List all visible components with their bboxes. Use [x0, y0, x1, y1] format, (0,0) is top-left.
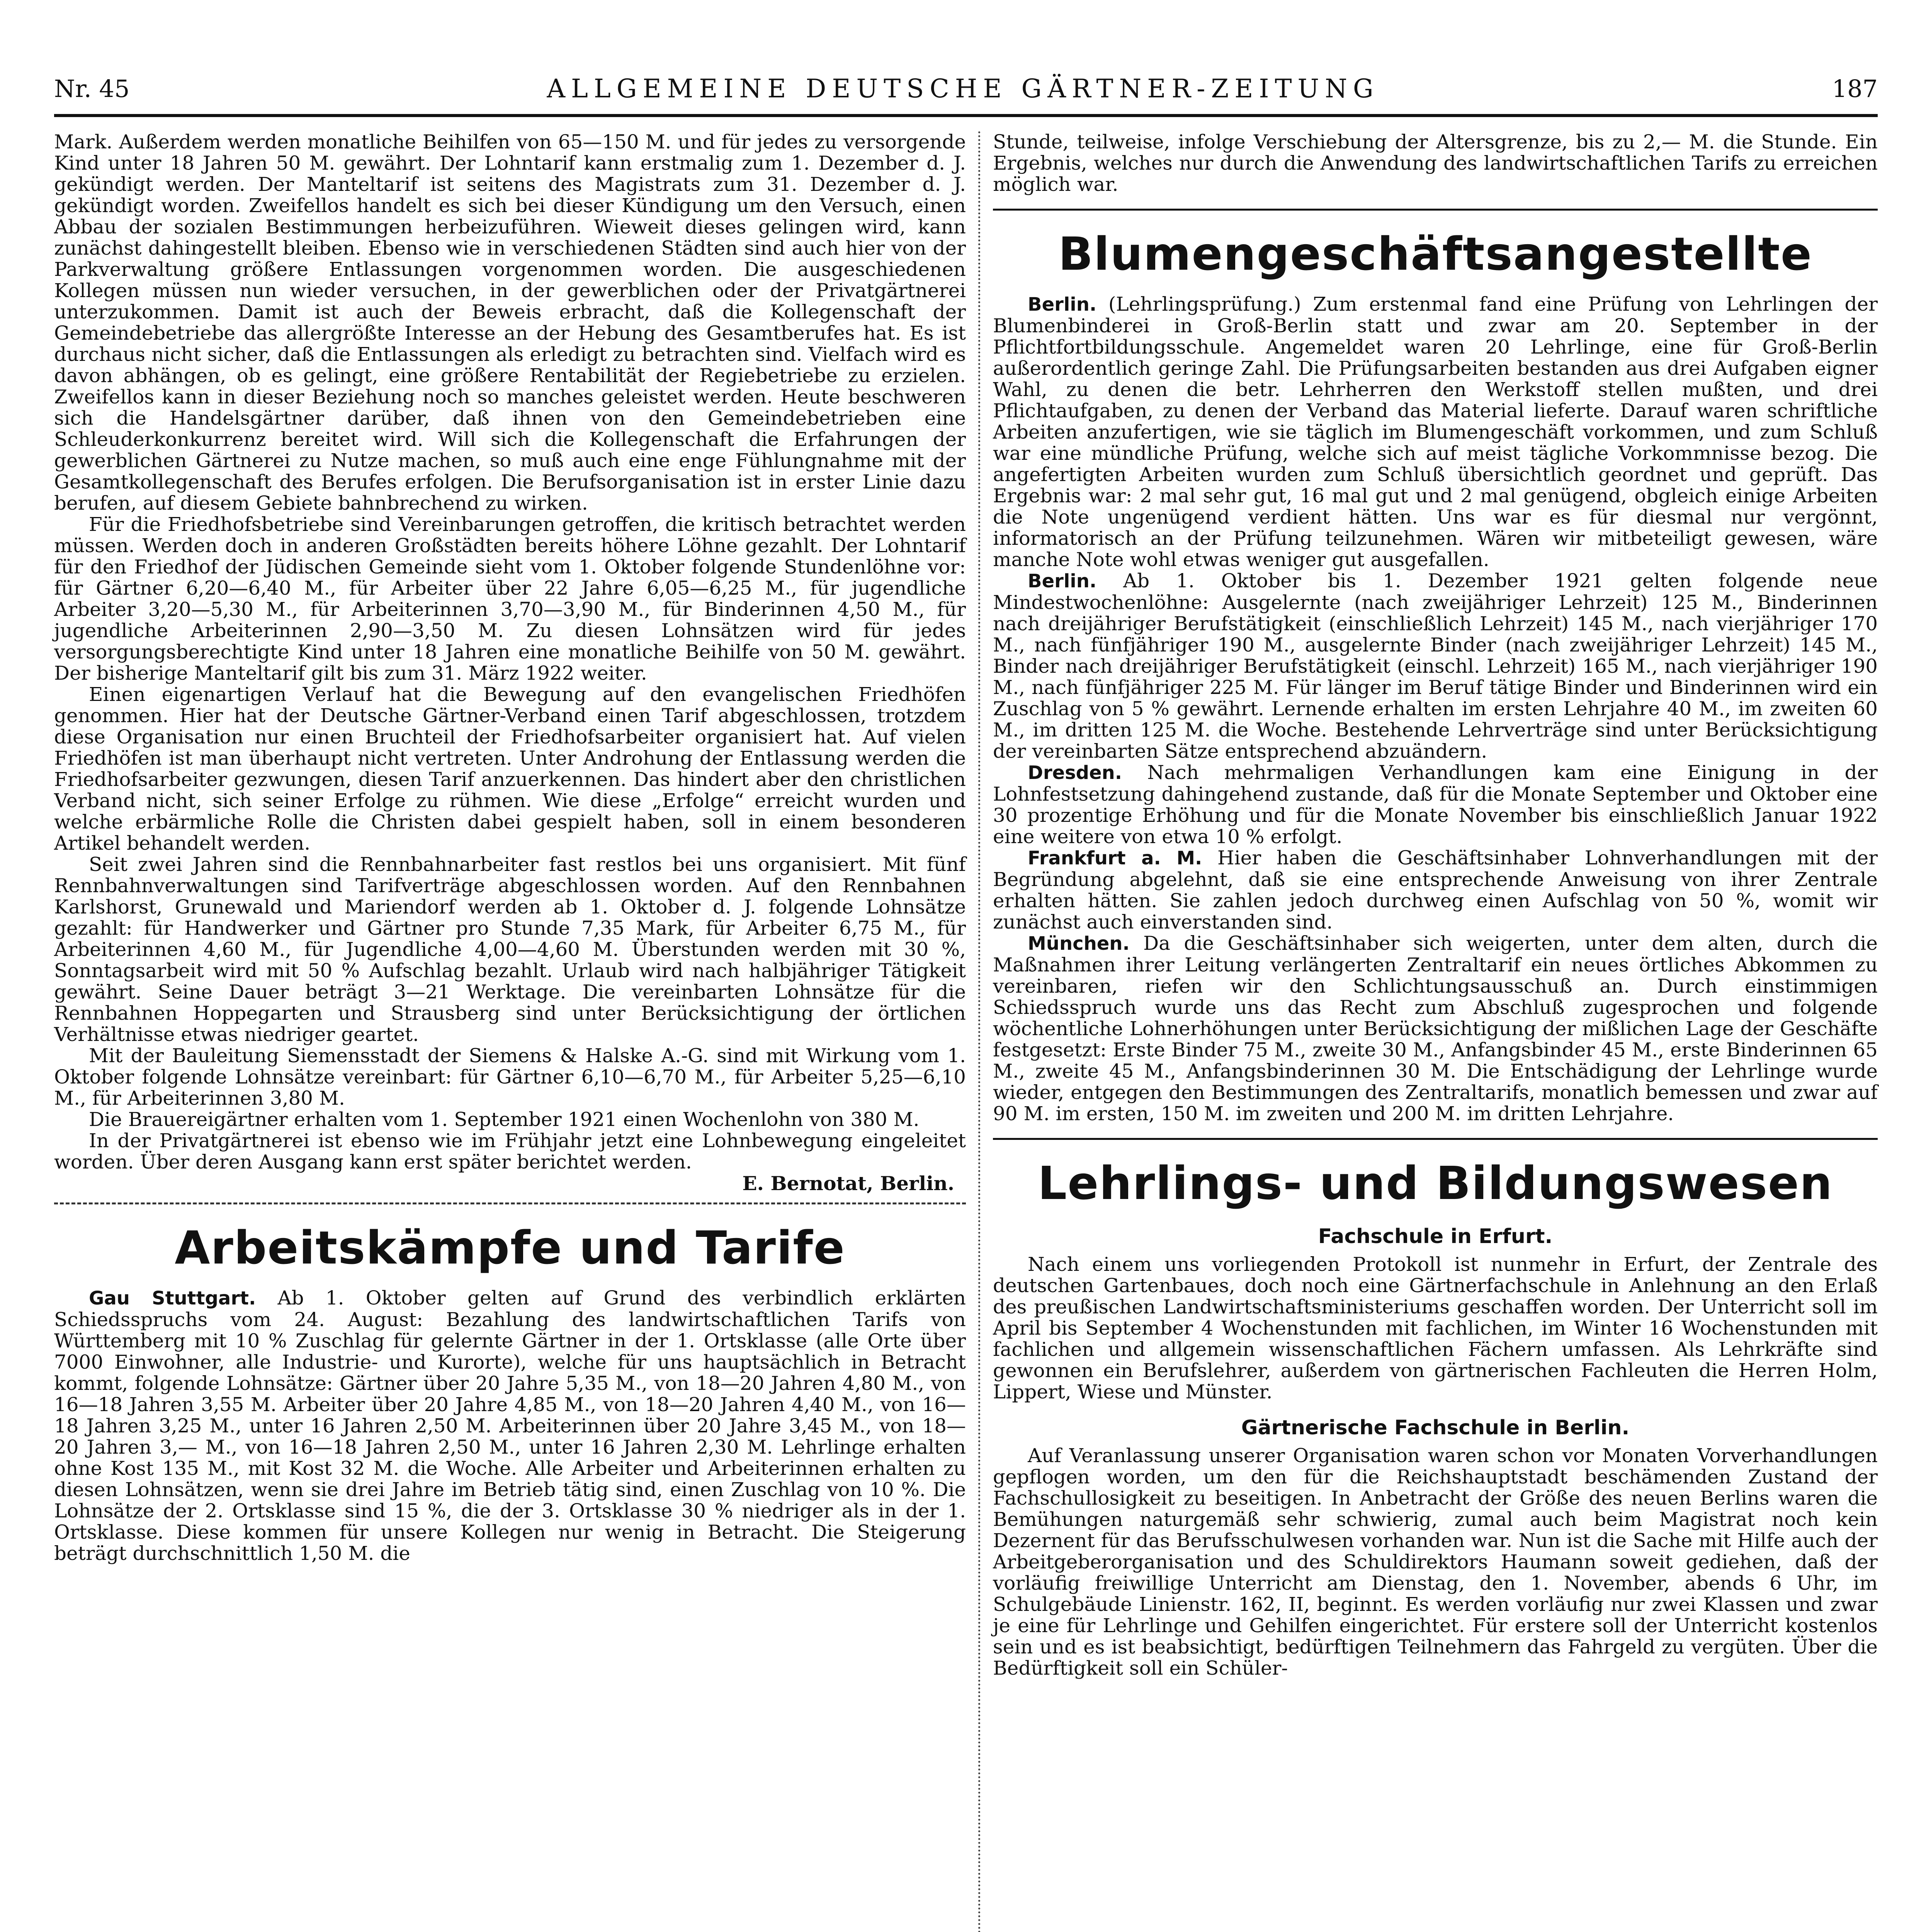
article-paragraph: Auf Veranlassung unserer Organisation waren schon vor Monaten Vorverhandlungen gepflogen worden, um den für die Reichshauptstadt beschämenden Zustand der Fachschullosigkeit zu beseitigen. In Anbetracht der Größe des neuen Berlins waren die Bemühungen naturgemäß sehr schwierig, zumal auch beim Magistrat noch kein Dezernent für das Berufsschulwesen vorhanden war. Nun ist die Sache mit Hilfe auch der Arbeitgeberorganisation und des Schuldirektors Haumann soweit gediehen, daß der vorläufig freiwillige Unterricht am Dienstag, den 1. November, abends 6 Uhr, im Schulgebäude Linienstr. 162, II, beginnt. Es werden vorläufig nur zwei Klassen und zwar je eine für Lehrlinge und Gehilfen eingerichtet. Für erstere soll der Unterricht kostenlos sein und es ist beabsichtigt, bedürftigen Teilnehmern das Fahrgeld zu vergüten. Über die Bedürftigkeit soll ein Schüler-	[993, 1444, 1878, 1679]
right-column	[993, 131, 1878, 1679]
section-rule	[993, 1138, 1878, 1140]
article-paragraph: Mark. Außerdem werden monatliche Beihilfen von 65—150 M. und für jedes zu versorgende Kind unter 18 Jahren 50 M. gewährt. Der Lohntarif kann erstmalig zum 1. Dezember d. J. gekündigt werden. Der Manteltarif ist seitens des Magistrats zum 31. Dezember d. J. gekündigt worden. Zweifellos handelt es sich bei dieser Kündigung um den Versuch, einen Abbau der sozialen Bestimmungen herbeizuführen. Wieweit dieses gelingen wird, kann zunächst dahingestellt bleiben. Ebenso wie in verschiedenen Städten sind auch hier von der Parkverwaltung größere Entlassungen vorgenommen worden. Die ausgeschiedenen Kollegen müssen nun wieder versuchen, in der gewerblichen oder der Privatgärtnerei unterzukommen. Damit ist auch der Beweis erbracht, daß die Kollegenschaft der Gemeindebetriebe das allergrößte Interesse an der Hebung des Gesamtberufes hat. Es ist durchaus nicht sicher, daß die Entlassungen als erledigt zu betrachten sind. Vielfach wird es davon abhängen, ob es gelingt, eine größere Rentabilität der Regiebetriebe zu erzielen. Zweifellos kann in dieser Beziehung noch so manches geleistet werden. Heute beschweren sich die Handelsgärtner darüber, daß ihnen von den Gemeindebetrieben eine Schleuderkonkurrenz bereitet wird. Will sich die Kollegenschaft die Erfahrungen der gewerblichen Gärtnerei zu Nutze machen, so muß auch eine enge Fühlungnahme mit der Gesamtkollegenschaft des Berufes erfolgen. Die Berufsorganisation ist in erster Linie dazu berufen, auf diesem Gebiete bahnbrechend zu wirken.	[54, 131, 966, 514]
left-column	[54, 131, 966, 1564]
article-text: In der Privatgärtnerei ist ebenso wie im Frühjahr jetzt eine Lohnbewegung eingeleitet worden. Über deren Ausgang kann erst später berichtet werden.	[54, 1129, 966, 1173]
subheading-berlin: Gärtnerische Fachschule in Berlin.	[1241, 1416, 1630, 1439]
article-paragraph	[993, 762, 1878, 847]
article-paragraph	[993, 933, 1878, 1124]
masthead-title: ALLGEMEINE DEUTSCHE GÄRTNER-ZEITUNG	[547, 74, 1379, 104]
article-paragraph: Für die Friedhofsbetriebe sind Vereinbarungen getroffen, die kritisch betrachtet werden müssen. Werden doch in anderen Großstädten bereits höhere Löhne gezahlt. Der Lohntarif für den Friedhof der Jüdischen Gemeinde sieht vom 1. Oktober folgende Stundenlöhne vor: für Gärtner 6,20—6,40 M., für Arbeiter über 22 Jahre 6,05—6,25 M., für jugendliche Arbeiter 3,20—5,30 M., für Arbeiterinnen 3,70—3,90 M., für Binderinnen 4,50 M., für jugendliche Arbeiterinnen 2,90—3,50 M. Zu diesen Lohnsätzen wird für jedes versorgungsberechtigte Kind unter 18 Jahren eine monatliche Beihilfe von 50 M. gewährt. Der bisherige Manteltarif gilt bis zum 31. März 1922 weiter.	[54, 513, 966, 684]
place-runin: Dresden.	[1028, 762, 1122, 784]
article-text: Ab 1. Oktober gelten auf Grund des verbindlich erklärten Schiedsspruchs vom 24. August: Bezahlung des landwirtschaftlichen Tarifs von Württemberg mit 10 % Zuschlag für gelernte Gärtner in der 1. Ortsklasse (alle Orte über 7000 Einwohner, alle Industrie- und Kurorte), welche für uns hauptsächlich in Betracht kommt, folgende Lohnsätze: Gärtner über 20 Jahre 5,35 M., von 18—20 Jahren 4,80 M., von 16—18 Jahren 3,55 M. Arbeiter über 20 Jahre 4,85 M., von 18—20 Jahren 4,40 M., von 16—18 Jahren 3,25 M., unter 16 Jahren 2,50 M. Arbeiterinnen über 20 Jahre 3,45 M., von 18—20 Jahren 3,— M., von 16—18 Jahren 2,50 M., unter 16 Jahren 2,30 M. Lehrlinge erhalten ohne Kost 135 M., mit Kost 32 M. die Woche. Alle Arbeiter und Arbeiterinnen erhalten zu diesen Lohnsätzen, wenn sie drei Jahre im Betrieb tätig sind, einen Zuschlag von 10 %. Die Lohnsätze der 2. Ortsklasse sind 15 %, die der 3. Ortsklasse 30 % niedriger als in der 1. Ortsklasse. Diese kommen für unsere Kollegen nur wenig in Betracht. Die Steigerung beträgt durchschnittlich 1,50 M. die	[54, 1287, 966, 1565]
place-runin: München.	[1028, 933, 1130, 954]
place-runin: Frankfurt a. M.	[1028, 847, 1202, 869]
place-runin: Berlin.	[1028, 570, 1097, 592]
issue-number: Nr. 45	[54, 75, 130, 103]
section-heading-arbeitskaempfe: Arbeitskämpfe und Tarife	[175, 1221, 845, 1274]
article-text: Hier haben die Geschäftsinhaber Lohnverhandlungen mit der Begründung abgelehnt, daß sie eine entsprechende Anweisung von ihrer Zentrale erhalten hätten. Sie zahlen jedoch durchweg einen Aufschlag von 50 %, womit wir zunächst auch einverstanden sind.	[993, 847, 1878, 933]
article-paragraph	[993, 847, 1878, 933]
place-runin: Gau Stuttgart.	[89, 1287, 256, 1309]
article-paragraph	[993, 570, 1878, 762]
article-separator	[54, 1202, 966, 1204]
article-paragraph: Stunde, teilweise, infolge Verschiebung der Altersgrenze, bis zu 2,— M. die Stunde. Ein Ergebnis, welches nur durch die Anwendung des landwirtschaftlichen Tarifs zu erreichen möglich war.	[993, 131, 1878, 196]
article-text: Da die Geschäftsinhaber sich weigerten, unter dem alten, durch die Maßnahmen ihrer Leitung verlängerten Zentraltarif ein neues örtliches Abkommen zu vereinbaren, riefen wir den Schlichtungsausschuß an. Durch einstimmigen Schiedsspruch wurde uns das Recht zum Abschluß zugesprochen und folgende wöchentliche Lohnerhöhungen unter Berücksichtigung der mißlichen Lage der Geschäfte festgesetzt: Erste Binder 75 M., zweite 30 M., Anfangsbinder 45 M., erste Binderinnen 65 M., zweite 45 M., Anfangsbinderinnen 30 M. Die Entschädigung der Lehrlinge wurde wieder, entgegen den Bestimmungen des Zentraltarifs, monatlich bemessen und zwar auf 90 M. im ersten, 150 M. im zweiten und 200 M. im dritten Lehrjahre.	[993, 932, 1878, 1125]
section-heading-lehrlingswesen: Lehrlings- und Bildungswesen	[1038, 1156, 1833, 1210]
article-paragraph	[993, 294, 1878, 570]
section-rule	[993, 209, 1878, 211]
article-paragraph: Nach einem uns vorliegenden Protokoll ist nunmehr in Erfurt, der Zentrale des deutschen Gartenbaues, doch noch eine Gärtnerfachschule in Anlehnung an den Erlaß des preußischen Landwirtschaftsministeriums geschaffen worden. Der Unterricht soll im April bis September 4 Wochenstunden mit fachlichen, im Winter 16 Wochenstunden mit fachlichen und allgemein wissenschaftlichen Fächern umfassen. Als Lehrkräfte sind gewonnen ein Berufslehrer, außerdem von gärtnerischen Fachleuten die Herren Holm, Lippert, Wiese und Münster.	[993, 1253, 1878, 1403]
article-paragraph: Die Brauereigärtner erhalten vom 1. September 1921 einen Wochenlohn von 380 M.	[89, 1108, 920, 1131]
article-paragraph	[54, 1287, 966, 1564]
article-text: (Lehrlingsprüfung.) Zum erstenmal fand eine Prüfung von Lehrlingen der Blumenbinderei in Groß-Berlin statt und zwar am 20. September in der Pflichtfortbildungsschule. Angemeldet waren 20 Lehrlinge, eine für Groß-Berlin außerordentlich geringe Zahl. Die Prüfungsarbeiten bestanden aus drei Aufgaben eigner Wahl, zu denen die betr. Lehrherren den Werkstoff stellen mußten, und drei Pflichtaufgaben, zu denen der Verband das Material lieferte. Darauf waren schriftliche Arbeiten anzufertigen, wie sie täglich im Blumengeschäft vorkommen, und zum Schluß war eine mündliche Prüfung, welche sich auf meist tägliche Vorkommnisse bezog. Die angefertigten Arbeiten wurden zum Schluß übersichtlich geordnet und geprüft. Das Ergebnis war: 2 mal sehr gut, 16 mal gut und 2 mal genügend, obgleich einige Arbeiten die Note ungenügend verdient hätten. Uns war es für diesmal nur vergönnt, informatorisch an der Prüfung teilzunehmen. Wären wir mitbeteiligt gewesen, wäre manche Note wohl etwas weniger gut ausgefallen.	[993, 293, 1878, 571]
subheading-erfurt: Fachschule in Erfurt.	[1318, 1225, 1553, 1248]
article-paragraph: Einen eigenartigen Verlauf hat die Bewegung auf den evangelischen Friedhöfen genommen. Hier hat der Deutsche Gärtner-Verband einen Tarif abgeschlossen, trotzdem diese Organisation nur einen Bruchteil der Friedhofsarbeiter organisiert hat. Auf vielen Friedhöfen ist man überhaupt nicht vertreten. Unter Androhung der Entlassung werden die Friedhofsarbeiter gezwungen, diesen Tarif anzuerkennen. Das hindert aber den christlichen Verband nicht, sich seiner Erfolge zu rühmen. Wie diese „Erfolge“ erreicht wurden und welche erbärmliche Rolle die Christen dabei gespielt haben, soll in einem besonderen Artikel behandelt werden.	[54, 683, 966, 854]
header-rule	[54, 114, 1878, 117]
section-heading-blumengeschaeft: Blumengeschäftsangestellte	[1058, 227, 1812, 281]
article-text: Nach mehrmaligen Verhandlungen kam eine Einigung in der Lohnfestsetzung dahingehend zustande, daß für die Monate September und Oktober eine 30 prozentige Erhöhung und für die Monate November bis einschließlich Januar 1922 eine weitere von etwa 10 % erfolgt.	[993, 761, 1878, 848]
column-divider	[978, 131, 980, 1932]
article-paragraph: Seit zwei Jahren sind die Rennbahnarbeiter fast restlos bei uns organisiert. Mit fünf Rennbahnverwaltungen sind Tarifverträge abgeschlossen worden. Auf den Rennbahnen Karlshorst, Grunewald und Mariendorf werden ab 1. Oktober d. J. folgende Lohnsätze gezahlt: für Handwerker und Gärtner pro Stunde 7,35 Mark, für Arbeiter 6,75 M., für Arbeiterinnen 4,60 M., für Jugendliche 4,00—4,60 M. Überstunden werden mit 30 %, Sonntagsarbeit wird mit 50 % Aufschlag bezahlt. Urlaub wird nach halbjähriger Tätigkeit gewährt. Seine Dauer beträgt 3—21 Werktage. Die vereinbarten Lohnsätze für die Rennbahnen Hoppegarten und Strausberg sind unter Berücksichtigung der örtlichen Verhältnisse etwas niedriger geartet.	[54, 853, 966, 1046]
article-paragraph	[54, 1130, 966, 1194]
place-runin: Berlin.	[1028, 294, 1097, 315]
article-text: Ab 1. Oktober bis 1. Dezember 1921 gelten folgende neue Mindestwochenlöhne: Ausgelernte (nach zweijähriger Lehrzeit) 125 M., Binderinnen nach dreijähriger Berufstätigkeit (einschließlich Lehrzeit) 145 M., nach vierjähriger 170 M., nach fünfjähriger 190 M., ausgelernte Binder (nach zweijähriger Lehrzeit) 145 M., Binder nach dreijähriger Berufstätigkeit (einschl. Lehrzeit) 165 M., nach vierjähriger 190 M., nach fünfjähriger 225 M. Für länger im Beruf tätige Binder und Binderinnen wird ein Zuschlag von 5 % gewährt. Lernende erhalten im ersten Lehrjahre 40 M., im zweiten 60 M., im dritten 125 M. die Woche. Bestehende Lehrverträge sind unter Berücksichtigung der vereinbarten Sätze entsprechend abzuändern.	[993, 570, 1878, 762]
article-paragraph: Mit der Bauleitung Siemensstadt der Siemens & Halske A.-G. sind mit Wirkung vom 1. Oktober folgende Lohnsätze vereinbart: für Gärtner 6,10—6,70 M., für Arbeiter 5,25—6,10 M., für Arbeiterinnen 3,80 M.	[54, 1044, 966, 1109]
author-signature: E. Bernotat, Berlin.	[742, 1172, 954, 1195]
page-number: 187	[1832, 75, 1878, 103]
